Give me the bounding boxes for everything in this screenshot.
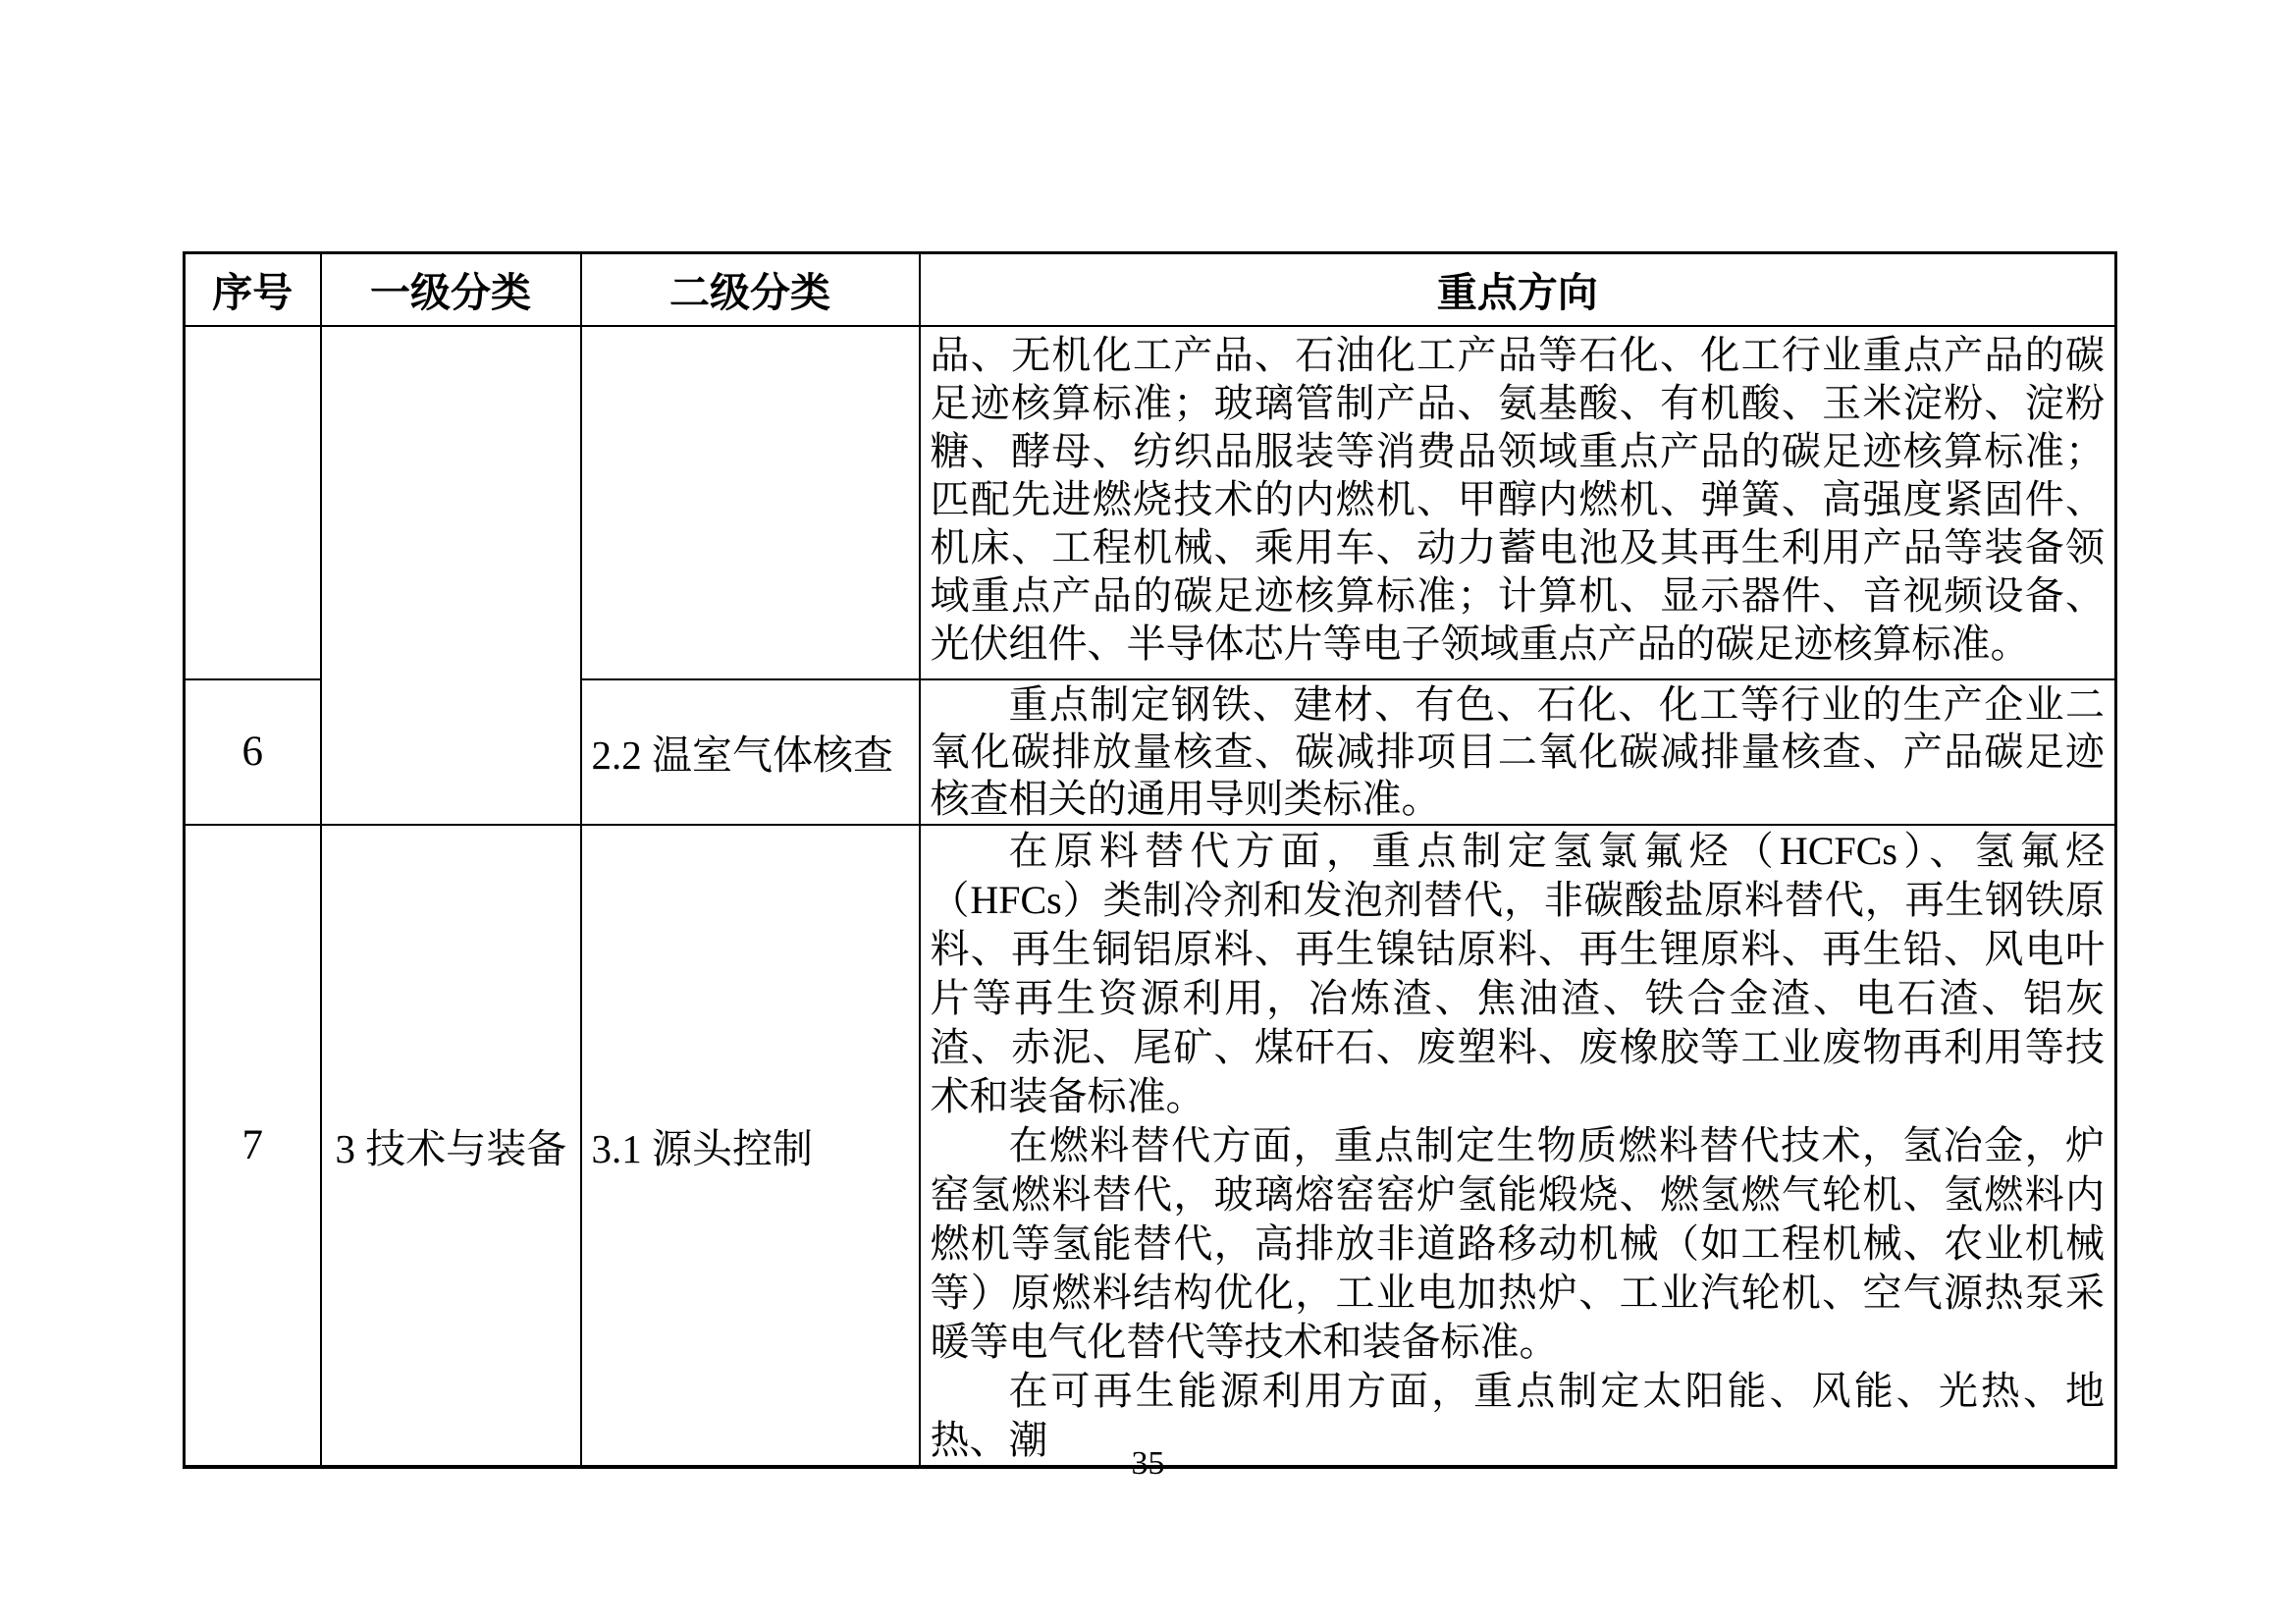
level2-cell-continuation [581,326,920,679]
direction-paragraph: 品、无机化工产品、石油化工产品等石化、化工行业重点产品的碳足迹核算标准；玻璃管制产品、氨基酸、有机酸、玉米淀粉、淀粉糖、酵母、纺织品服装等消费品领域重点产品的碳足迹核算标准；匹配先进燃烧技术的内燃机、甲醇内燃机、弹簧、高强度紧固件、机床、工程机械、乘用车、动力蓄电池及其再生利用产品等装备领域重点产品的碳足迹核算标准；计算机、显示器件、音视频设备、光伏组件、半导体芯片等电子领域重点产品的碳足迹核算标准。 [930,332,2105,666]
serial-cell-6: 6 [185,679,321,825]
direction-paragraph: 在原料替代方面，重点制定氢氯氟烃（HCFCs）、氢氟烃（HFCs）类制冷剂和发泡剂替代，非碳酸盐原料替代，再生钢铁原料、再生铜铝原料、再生镍钴原料、再生锂原料、再生铅、风电叶片等再生资源利用，冶炼渣、焦油渣、铁合金渣、电石渣、铝灰渣、赤泥、尾矿、煤矸石、废塑料、废橡胶等工业废物再利用等技术和装备标准。 [930,828,2105,1118]
level1-cell-7: 3 技术与装备 [321,825,581,1467]
header-level1: 一级分类 [321,253,581,326]
level2-cell-7: 3.1 源头控制 [581,825,920,1467]
direction-cell-7 [920,825,2116,1467]
level2-cell-6: 2.2 温室气体核查 [581,679,920,825]
serial-cell-7: 7 [185,825,321,1467]
table-row-7 [185,825,2116,1467]
table-row-continuation [185,326,2116,679]
direction-paragraph: 重点制定钢铁、建材、有色、石化、化工等行业的生产企业二氧化碳排放量核查、碳减排项目二氧化碳减排量核查、产品碳足迹核查相关的通用导则类标准。 [930,681,2105,821]
level1-cell-merged [321,326,581,825]
classification-table [183,251,2117,1469]
direction-cell-6 [920,679,2116,825]
direction-paragraph: 在燃料替代方面，重点制定生物质燃料替代技术，氢冶金，炉窑氢燃料替代，玻璃熔窑窑炉氢能煅烧、燃氢燃气轮机、氢燃料内燃机等氢能替代，高排放非道路移动机械（如工程机械、农业机械等）原燃料结构优化，工业电加热炉、工业汽轮机、空气源热泵采暖等电气化替代等技术和装备标准。 [930,1122,2105,1364]
table-header-row [185,253,2116,326]
header-level2: 二级分类 [581,253,920,326]
header-serial: 序号 [185,253,321,326]
direction-cell-continuation [920,326,2116,679]
direction-paragraph: 在可再生能源利用方面，重点制定太阳能、风能、光热、地热、潮 [930,1368,2105,1462]
serial-cell-continuation [185,326,321,679]
header-direction: 重点方向 [920,253,2116,326]
page-number: 35 [1131,1445,1165,1482]
